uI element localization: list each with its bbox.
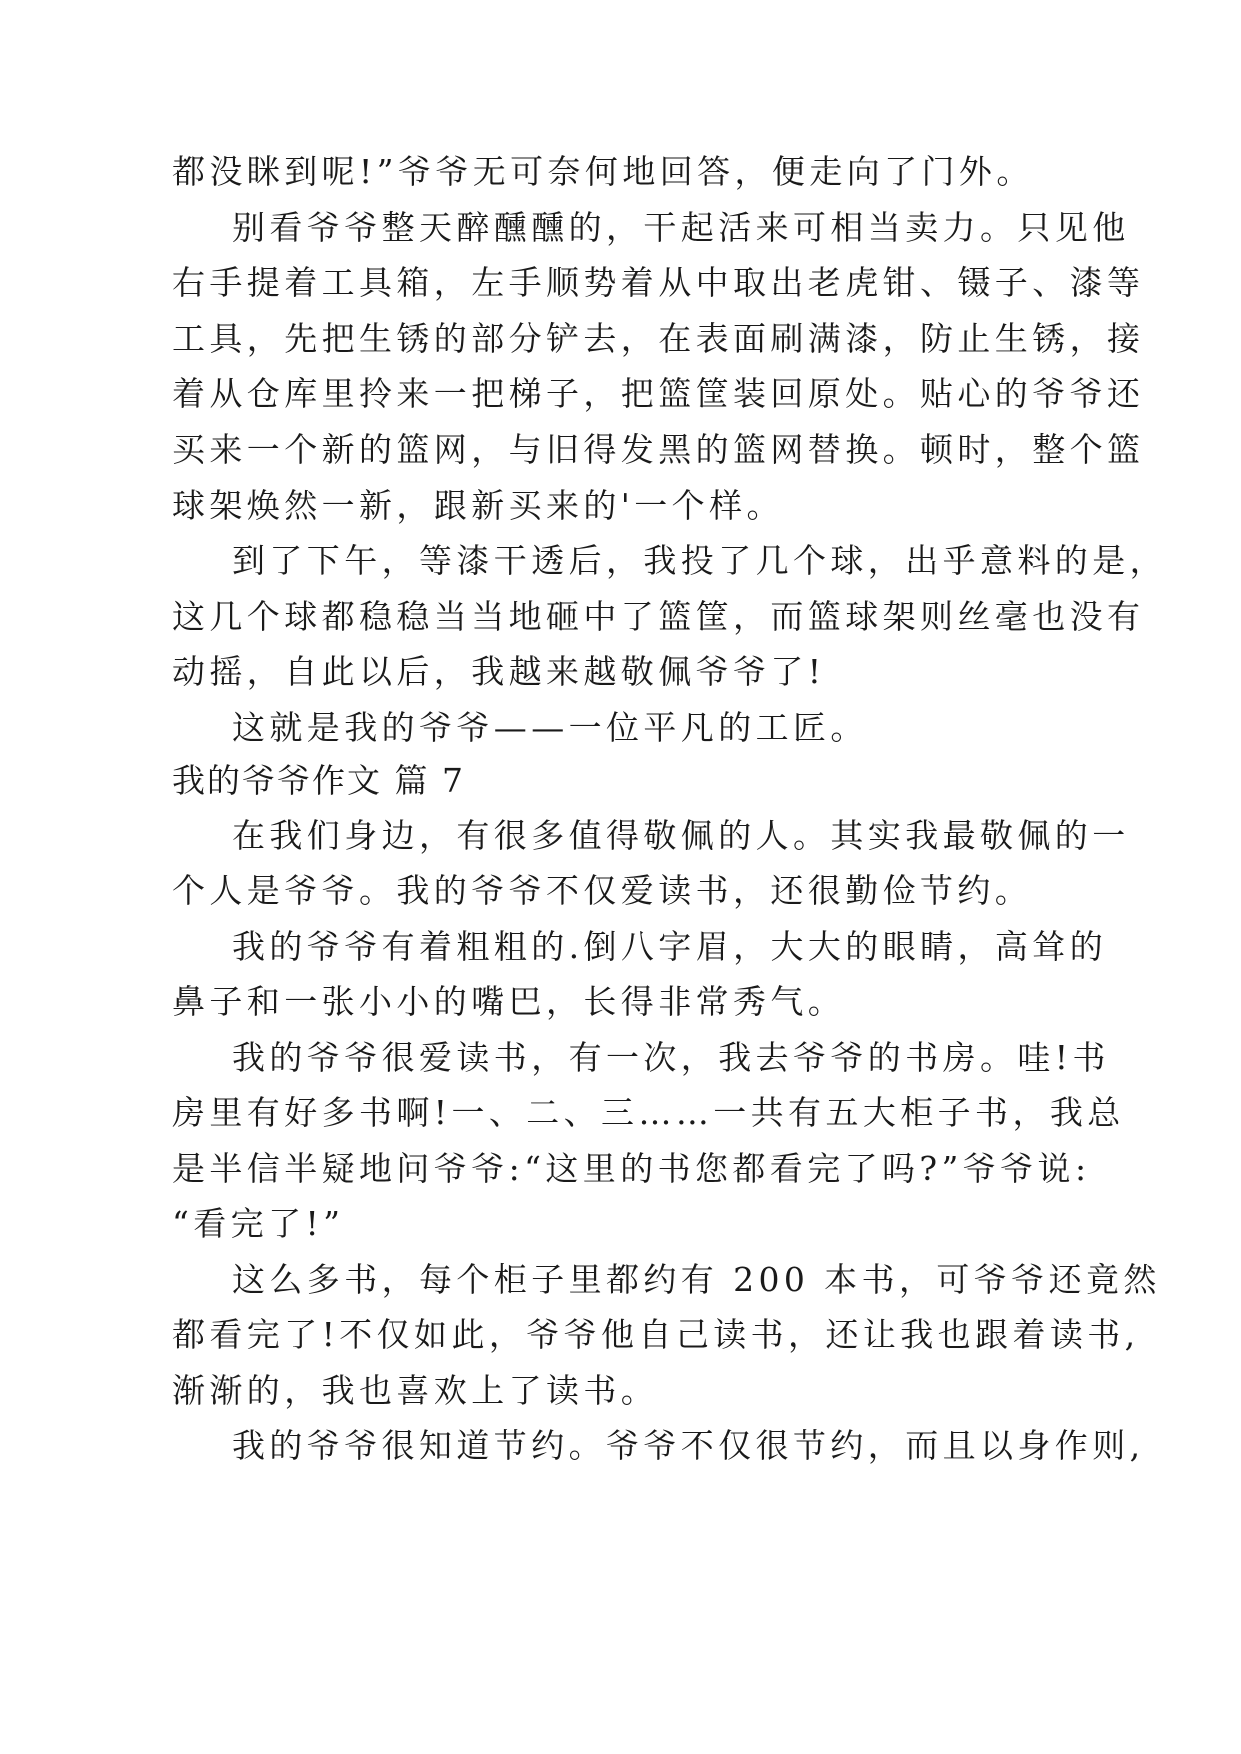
body-line: 是半信半疑地问爷爷:“这里的书您都看完了吗?”爷爷说: (172, 1149, 1091, 1188)
paragraph-first-line: 别看爷爷整天醉醺醺的，干起活来可相当卖力。只见他 (232, 208, 1130, 247)
paragraph-first-line: 在我们身边，有很多值得敬佩的人。其实我最敬佩的一 (232, 816, 1130, 855)
body-line: 球架焕然一新，跟新买来的'一个样。 (172, 486, 784, 525)
body-line: 工具，先把生锈的部分铲去，在表面刷满漆，防止生锈，接 (172, 319, 1145, 358)
body-line: 动摇，自此以后，我越来越敬佩爷爷了! (172, 652, 826, 691)
paragraph-first-line: 我的爷爷很爱读书，有一次，我去爷爷的书房。哇!书 (232, 1038, 1110, 1077)
body-line: 着从仓库里拎来一把梯子，把篮筐装回原处。贴心的爷爷还 (172, 374, 1145, 413)
paragraph-first-line: 到了下午，等漆干透后，我投了几个球，出乎意料的是， (232, 541, 1167, 580)
body-line: 这几个球都稳稳当当地砸中了篮筐，而篮球架则丝毫也没有 (172, 597, 1145, 636)
body-line: 房里有好多书啊!一、二、三……一共有五大柜子书，我总 (172, 1093, 1125, 1132)
paragraph-first-line: 这就是我的爷爷——一位平凡的工匠。 (232, 708, 868, 747)
body-line: 右手提着工具箱，左手顺势着从中取出老虎钳、镊子、漆等 (172, 263, 1145, 302)
body-line: 都看完了!不仅如此，爷爷他自己读书，还让我也跟着读书, (172, 1315, 1140, 1354)
section-heading: 我的爷爷作文 篇 7 (172, 761, 465, 800)
paragraph-first-line: 我的爷爷有着粗粗的.倒八字眉，大大的眼睛，高耸的 (232, 927, 1108, 966)
body-line: “看完了!” (172, 1204, 345, 1243)
body-line: 都没眯到呢!”爷爷无可奈何地回答，便走向了门外。 (172, 152, 1034, 191)
body-line: 鼻子和一张小小的嘴巴，长得非常秀气。 (172, 982, 846, 1021)
body-line: 渐渐的，我也喜欢上了读书。 (172, 1371, 659, 1410)
body-line: 买来一个新的篮网，与旧得发黑的篮网替换。顿时，整个篮 (172, 430, 1145, 469)
paragraph-first-line: 我的爷爷很知道节约。爷爷不仅很节约，而且以身作则, (232, 1426, 1145, 1465)
paragraph-first-line: 这么多书，每个柜子里都约有 200 本书，可爷爷还竟然 (232, 1260, 1161, 1299)
body-line: 个人是爷爷。我的爷爷不仅爱读书，还很勤俭节约。 (172, 871, 1033, 910)
